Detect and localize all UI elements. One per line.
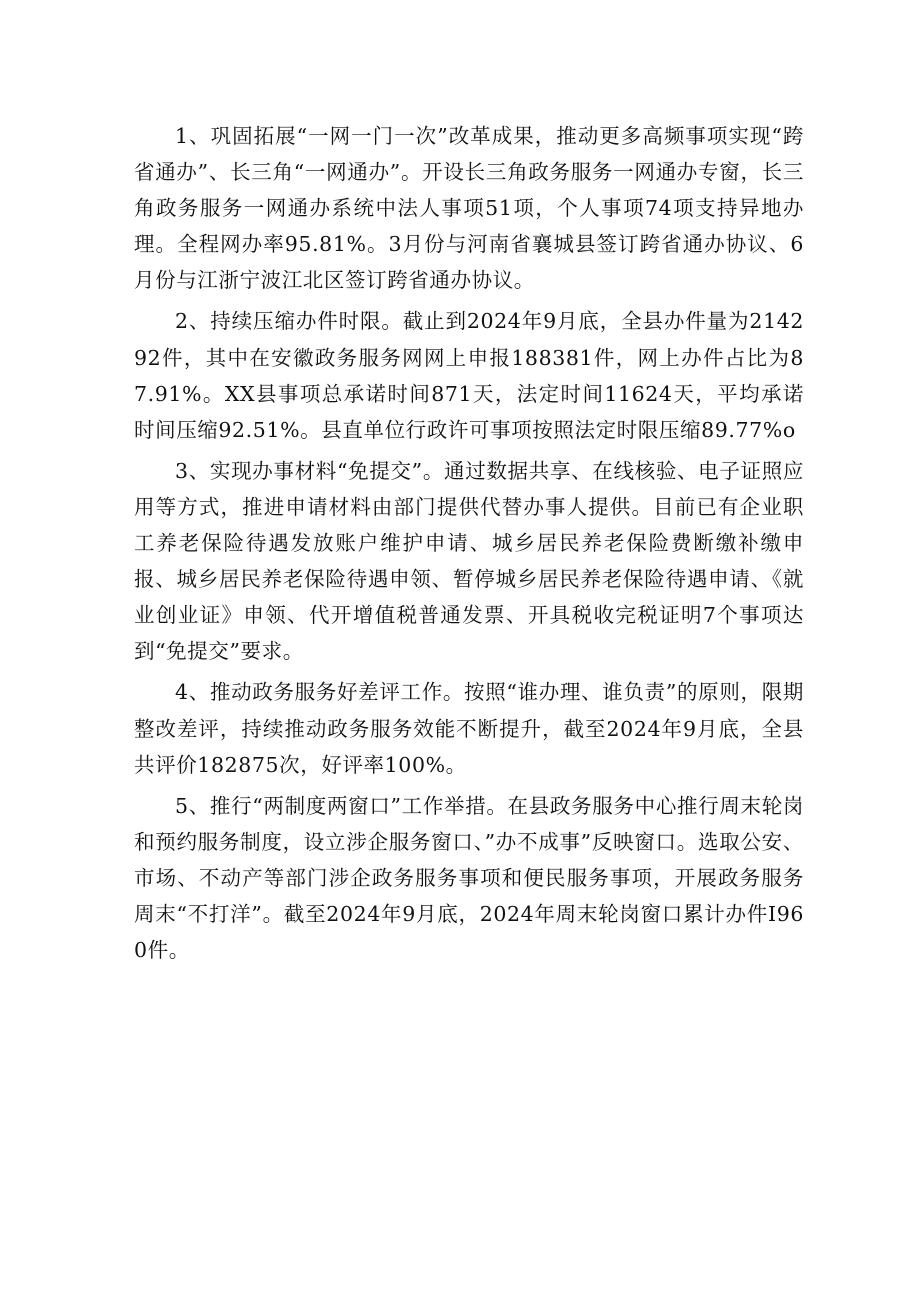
- document-body: [134, 118, 804, 973]
- paragraph-4: 4、推动政务服务好差评工作。按照“谁办理、谁负责”的原则，限期整改差评，持续推动政务服务效能不断提升，截至2024年9月底，全县共评价182875次，好评率100%。: [134, 680, 804, 777]
- paragraph-5: 5、推行“两制度两窗口”工作举措。在县政务服务中心推行周末轮岗和预约服务制度，设立涉企服务窗口、”办不成事”反映窗口。选取公安、市场、不动产等部门涉企政务服务事项和便民服务事项，开展政务服务周末“不打洋”。截至2024年9月底，2024年周末轮岗窗口累计办件I960件。: [134, 793, 804, 963]
- paragraph-1: 1、巩固拓展“一网一门一次”改革成果，推动更多高频事项实现“跨省通办”、长三角“一网通办”。开设长三角政务服务一网通办专窗，长三角政务服务一网通办系统中法人事项51项，个人事项74项支持异地办理。全程网办率95.81%。3月份与河南省襄城县签订跨省通办协议、6月份与江浙宁波江北区签订跨省通办协议。: [134, 124, 804, 293]
- paragraph-3: 3、实现办事材料“免提交”。通过数据共享、在线核验、电子证照应用等方式，推进申请材料由部门提供代替办事人提供。目前已有企业职工养老保险待遇发放账户维护申请、城乡居民养老保险费断缴补缴申报、城乡居民养老保险待遇申领、暂停城乡居民养老保险待遇申请、《就业创业证》申领、代开增值税普通发票、开具税收完税证明7个事项达到“免提交”要求。: [134, 458, 804, 664]
- paragraph-2: 2、持续压缩办件时限。截止到2024年9月底，全县办件量为214292件，其中在安徽政务服务网网上申报188381件，网上办件占比为87.91%。XX县事项总承诺时间871天，法定时间11624天，平均承诺时间压缩92.51%。县直单位行政许可事项按照法定时限压缩89.77%o: [134, 309, 804, 442]
